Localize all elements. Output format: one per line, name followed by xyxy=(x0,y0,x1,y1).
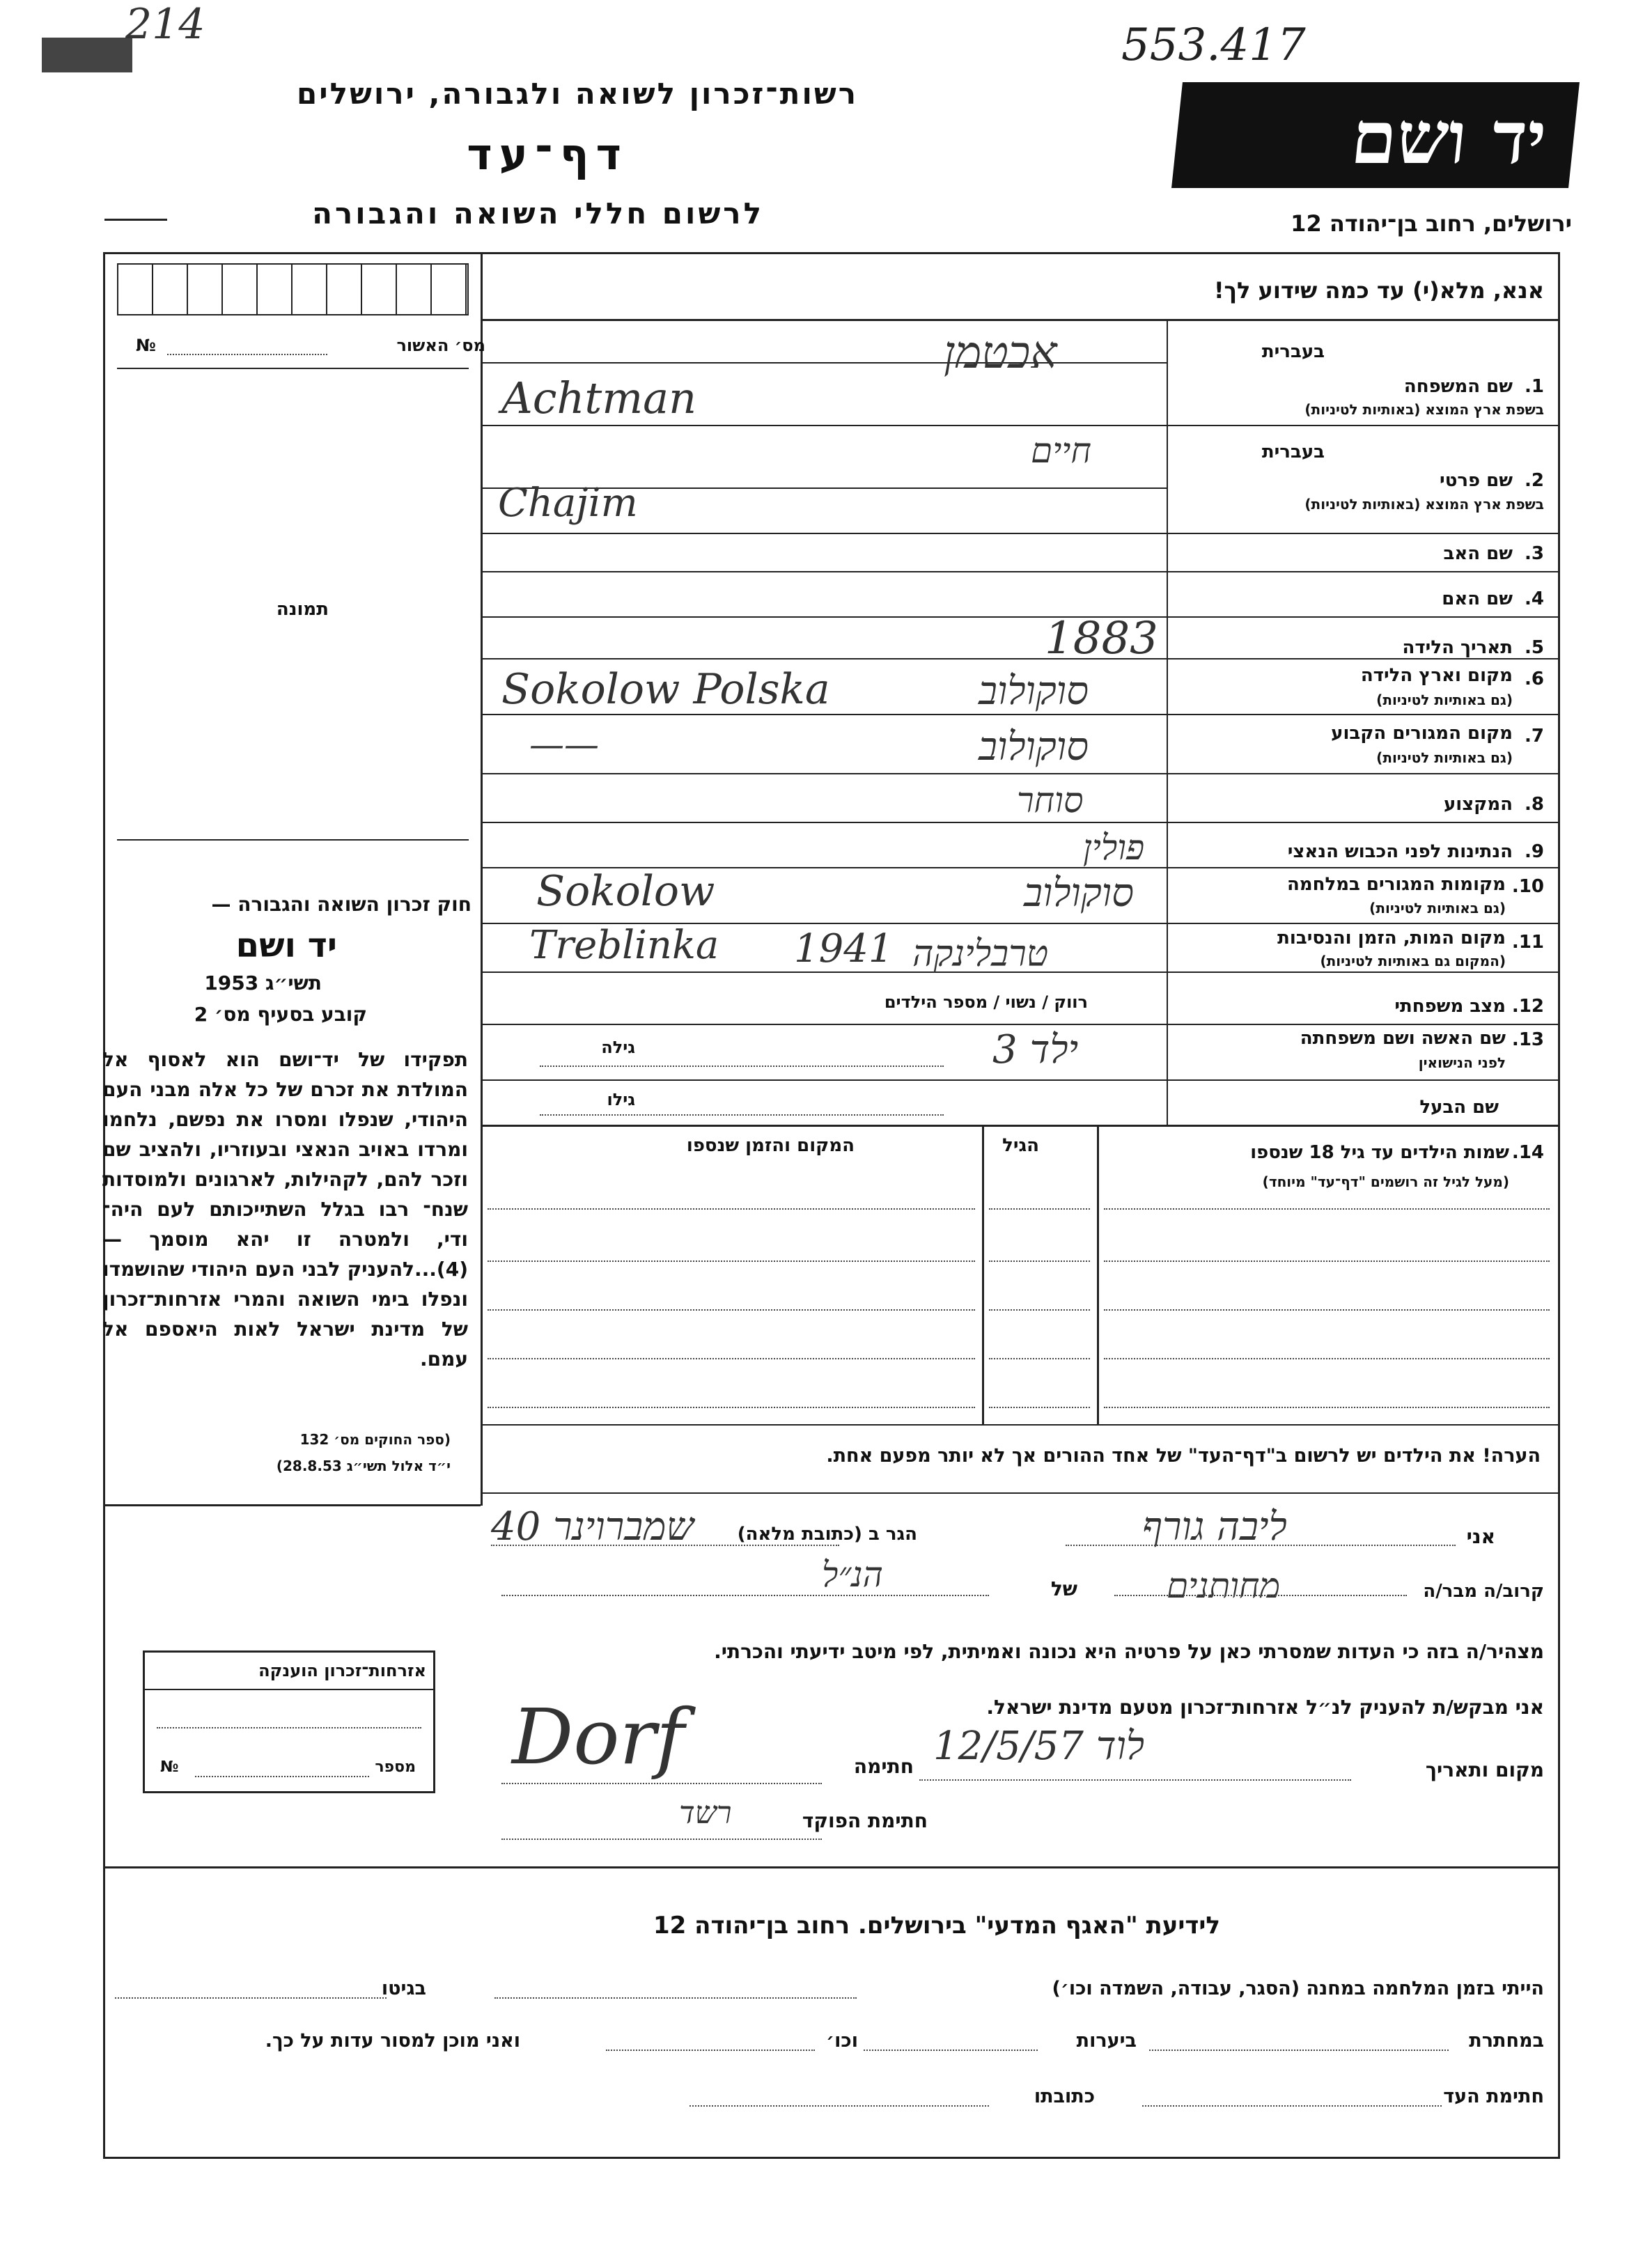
field-2-note: בשפת ארץ המוצא (באותיות לטיניות) xyxy=(1304,496,1544,513)
citizenship-number-line xyxy=(195,1776,369,1777)
field-husband-label: שם הבעל xyxy=(1419,1097,1499,1118)
footer-witness-address-line xyxy=(689,2105,989,2107)
decl-place-date-value: לוד 12/5/57 xyxy=(933,1724,1145,1769)
archive-number-stamp xyxy=(42,38,132,72)
page-subtitle: לרשום חללי השואה והגבורה xyxy=(312,196,764,231)
decl-official-line xyxy=(501,1839,822,1840)
approval-number-label: מס׳ האשור xyxy=(396,336,485,355)
field-11-value-latin: Treblinka xyxy=(529,923,719,968)
page-title: דף־עד xyxy=(467,129,628,180)
logo-text: יד ושם xyxy=(1347,95,1551,180)
wife-name-line xyxy=(540,1066,944,1067)
citizenship-line-1 xyxy=(157,1727,421,1728)
field-9-label: הנתינות לפני הכבוש הנאצי xyxy=(1287,841,1513,862)
subtitle-rule xyxy=(104,219,167,221)
field-10-num: 10. xyxy=(1511,876,1544,897)
row-rule-1a xyxy=(481,362,1167,364)
record-number: 553.417 xyxy=(1121,19,1306,71)
decl-name-line xyxy=(1066,1545,1456,1546)
law-name: יד ושם xyxy=(235,926,337,965)
remark-text: הערה! את הילדים יש לרשום ב"דף־העד" של אחד ההורים אך לא יותר מפעם אחת. xyxy=(826,1445,1541,1467)
decl-of-line xyxy=(501,1595,989,1596)
field-11-note: (המקום גם באותיות לטיניות) xyxy=(1320,953,1506,969)
field-2-value-hebrew: חיים xyxy=(1031,430,1092,471)
row-rule-6 xyxy=(481,714,1560,715)
field-1-hebrew-tag: בעברית xyxy=(1261,341,1325,362)
law-ref-2: י״ד אלול תשי״ג 28.8.53) xyxy=(276,1458,451,1474)
children-row-1-age xyxy=(989,1208,1090,1210)
children-note: (מעל לגיל זה רושמים "דף־עד" מיוחד) xyxy=(1262,1173,1509,1190)
field-1-num: 1. xyxy=(1525,376,1544,397)
archive-number: 214 xyxy=(125,0,205,49)
field-7-note: (גם באותיות לטיניות) xyxy=(1376,749,1513,766)
law-year: תשי״ג 1953 xyxy=(204,971,322,994)
field-2-hebrew-tag: בעברית xyxy=(1261,442,1325,462)
decl-official-label: חתימת הפוקד xyxy=(802,1809,928,1832)
field-12-label: מצב משפחתי xyxy=(1394,996,1506,1017)
field-3-label: שם האב xyxy=(1443,543,1513,564)
children-age-col-right xyxy=(1097,1125,1099,1424)
row-rule-13 xyxy=(481,1079,1560,1081)
field-11-value-year: 1941 xyxy=(794,926,894,971)
decl-official-value: רשד xyxy=(679,1795,732,1831)
citizenship-number-symbol: № xyxy=(160,1758,179,1776)
decl-place-date-label: מקום ותאריך xyxy=(1425,1758,1544,1781)
approval-number-line xyxy=(167,354,327,355)
children-num: 14. xyxy=(1511,1142,1544,1163)
org-line: רשות־זכרון לשואה ולגבורה, ירושלים xyxy=(296,77,858,111)
children-row-4-place xyxy=(488,1358,975,1359)
footer-line2-etc: וכו׳ xyxy=(826,2030,858,2052)
children-age-col-left xyxy=(982,1125,984,1424)
field-1-label: שם המשפחה xyxy=(1403,376,1513,397)
field-9-num: 9. xyxy=(1525,841,1544,862)
row-rule-14 xyxy=(481,1125,1560,1127)
yad-vashem-logo xyxy=(1171,82,1580,188)
field-8-label: המקצוע xyxy=(1443,794,1513,815)
children-row-3-place xyxy=(488,1309,975,1311)
children-place-header: המקום והזמן שנספו xyxy=(686,1135,855,1156)
row-rule-5 xyxy=(481,658,1560,659)
address: ירושלים, רחוב בן־יהודה 12 xyxy=(1291,210,1572,237)
footer-line1-end: בגיטו xyxy=(381,1978,426,1999)
children-row-5-name xyxy=(1104,1407,1550,1408)
citizenship-number-label: מספר xyxy=(375,1758,416,1776)
children-row-2-name xyxy=(1104,1260,1550,1262)
row-rule-2b xyxy=(481,533,1560,534)
field-13-note: לפני הנישואין xyxy=(1418,1054,1506,1071)
footer-line2-underground: במחתרת xyxy=(1469,2030,1544,2052)
citizenship-title: אזרחות־זכרון הוענקה xyxy=(258,1661,426,1680)
decl-name-value: ליבה גורף xyxy=(1142,1504,1287,1550)
footer-title: לידיעת "האגף המדעי" בירושלים. רחוב בן־יהודה 12 xyxy=(653,1912,1220,1939)
field-6-note: (גם באותיות לטיניות) xyxy=(1376,692,1513,708)
field-12-num: 12. xyxy=(1511,996,1544,1017)
footer-line2-testimony: ואני מוכן למסור עדות על כך. xyxy=(265,2030,520,2052)
field-6-label: מקום וארץ הלידה xyxy=(1360,665,1513,686)
children-row-3-name xyxy=(1104,1309,1550,1311)
field-6-value-hebrew: סוקולוב xyxy=(979,669,1089,714)
decl-signature-label: חתימה xyxy=(853,1755,914,1778)
field-1-value-latin: Achtman xyxy=(501,373,697,423)
decl-relative-label: קרוב/ה מבר/ה xyxy=(1423,1581,1544,1602)
left-column-border xyxy=(481,252,483,1506)
decl-request: אני מבקש/ת להעניק לנ״ל אזרחות־זכרון מטעם מדינת ישראל. xyxy=(986,1696,1544,1719)
decl-address-line xyxy=(491,1545,839,1546)
field-11-value-hebrew: טרבלינקה xyxy=(912,933,1049,975)
law-ref-1: (ספר החוקים מס׳ 132 xyxy=(299,1431,451,1448)
decl-address-value: שמברוינר 40 xyxy=(491,1504,694,1550)
footer-line2-underground-line xyxy=(1149,2050,1449,2051)
law-clause: קובע בסעיף מס׳ 2 xyxy=(194,1003,367,1026)
children-row-1-place xyxy=(488,1208,975,1210)
field-6-value-latin: Sokolow Polska xyxy=(501,665,830,714)
citizenship-rule xyxy=(143,1689,435,1690)
children-row-3-age xyxy=(989,1309,1090,1311)
decl-place-date-line xyxy=(919,1779,1351,1781)
children-row-4-name xyxy=(1104,1358,1550,1359)
photo-label: תמונה xyxy=(276,599,329,620)
field-10-value-latin: Sokolow xyxy=(536,867,715,916)
field-7-label: מקום המגורים הקבוע xyxy=(1331,723,1513,744)
field-7-num: 7. xyxy=(1525,726,1544,747)
children-row-2-age xyxy=(989,1260,1090,1262)
field-3-num: 3. xyxy=(1525,543,1544,564)
field-1-note: בשפת ארץ המוצא (באותיות לטיניות) xyxy=(1304,401,1544,418)
decl-of-value: הנ״ל xyxy=(822,1554,883,1595)
decl-signature-line xyxy=(501,1783,822,1784)
children-title: שמות הילדים עד גיל 18 שנספו xyxy=(1250,1142,1509,1163)
field-13-label: שם האשה ושם משפחתה xyxy=(1300,1028,1506,1049)
field-11-num: 11. xyxy=(1511,932,1544,953)
footer-line1: הייתי בזמן המלחמה במחנה (הסגר, עבודה, השמדה וכו׳) xyxy=(1052,1978,1544,1999)
law-title: חוק זכרון השואה והגבורה — xyxy=(211,893,472,916)
field-2-num: 2. xyxy=(1525,470,1544,491)
row-rule-7 xyxy=(481,773,1560,774)
row-rule-8 xyxy=(481,822,1560,823)
field-5-value: 1883 xyxy=(1045,613,1158,664)
field-13-value: 3 ילד xyxy=(992,1027,1079,1072)
children-row-5-place xyxy=(488,1407,975,1408)
decl-statement: מצהיר/ה בזה כי העדות שמסרתי כאן על פרטיה היא נכונה ואמיתית, לפי מיטב ידיעתי והכרתי. xyxy=(714,1640,1544,1663)
field-11-label: מקום המות, הזמן והנסיבות xyxy=(1277,928,1506,949)
footer-line2-forests-line xyxy=(864,2050,1038,2051)
field-1-value-hebrew: אכטמן xyxy=(944,327,1057,379)
footer-witness-address: כתובתו xyxy=(1034,2086,1095,2107)
decl-relative-value: מחותנים xyxy=(1167,1566,1281,1606)
decl-relative-line xyxy=(1114,1595,1407,1596)
field-8-value: סוחר xyxy=(1017,780,1084,820)
photo-top-rule xyxy=(117,368,469,369)
field-13-num: 13. xyxy=(1511,1029,1544,1050)
husband-name-line xyxy=(540,1114,944,1116)
field-2-value-latin: Chajim xyxy=(498,481,638,526)
field-4-num: 4. xyxy=(1525,588,1544,609)
footer-witness-signature: חתימת העד xyxy=(1443,2086,1544,2107)
field-9-value: פולין xyxy=(1083,827,1145,868)
footer-line1-camp xyxy=(494,1997,857,1999)
field-10-label: מקומות המגורים במלחמה xyxy=(1286,874,1506,895)
approval-ticks xyxy=(117,263,469,315)
field-4-label: שם האם xyxy=(1442,588,1513,609)
decl-ani: אני xyxy=(1466,1525,1495,1548)
labels-column-border xyxy=(1167,319,1168,1127)
field-6-num: 6. xyxy=(1525,669,1544,689)
footer-line2-forests: ביערות xyxy=(1076,2030,1137,2052)
footer-line2-etc-line xyxy=(606,2050,815,2051)
decl-of-label: של xyxy=(1050,1577,1077,1600)
row-rule-4 xyxy=(481,616,1560,618)
instruction-rule xyxy=(481,319,1560,321)
row-rule-3 xyxy=(481,571,1560,572)
field-5-num: 5. xyxy=(1525,637,1544,658)
children-row-4-age xyxy=(989,1358,1090,1359)
row-rule-12 xyxy=(481,1024,1560,1025)
row-rule-1b xyxy=(481,425,1560,426)
footer-line1-ghetto xyxy=(115,1997,387,1999)
left-column-bottom xyxy=(103,1504,481,1506)
photo-bottom-rule xyxy=(117,839,469,841)
field-12-options: רווק / נשוי / מספר הילדים xyxy=(884,992,1088,1012)
field-7-value-hebrew: סוקולוב xyxy=(979,724,1089,770)
approval-number-symbol: № xyxy=(136,336,156,355)
field-5-label: תאריך הלידה xyxy=(1402,637,1513,658)
footer-witness-line xyxy=(1142,2105,1442,2107)
field-10-value-hebrew: סוקולוב xyxy=(1024,871,1134,916)
law-text: תפקידו של יד־ושם הוא לאסוף אל המולדת את זכרם של כל אלה מבני העם היהודי, שנפלו ומסרו את נפשם, נלחמו ומרדו באויב הנאצי ובעוזריו, ולהציב שם וזכר להם, לקהילות, לארגונים ולמוסדות שנח־ רבו בגלל השתייכותם לעם היה־ ודי, ולמטרה זו יהא מוסמך — (4)...להעניק לבני העם היהודי שהושמדו ונפלו בימי השואה והמרי אזרחות־זכרון של מדינת ישראל לאות היאספם אל עמם. xyxy=(102,1048,468,1371)
field-10-note: (גם באותיות לטיניות) xyxy=(1369,900,1506,916)
children-age-header: הגיל xyxy=(1002,1135,1039,1156)
decl-address-label: הגר ב (כתובת מלאה) xyxy=(737,1524,917,1545)
instruction: אנא, מלא(י) עד כמה שידוע לך! xyxy=(1213,277,1544,304)
children-row-5-age xyxy=(989,1407,1090,1408)
field-8-num: 8. xyxy=(1525,794,1544,815)
field-7-dash: —— xyxy=(529,724,599,765)
wife-age-label: גילה xyxy=(601,1038,635,1057)
field-2-label: שם פרטי xyxy=(1440,470,1513,491)
decl-signature-value: Dorf xyxy=(512,1692,685,1781)
husband-age-label: גילו xyxy=(607,1090,635,1109)
children-row-2-place xyxy=(488,1260,975,1262)
children-row-1-name xyxy=(1104,1208,1550,1210)
footer-top-rule xyxy=(103,1866,1560,1868)
